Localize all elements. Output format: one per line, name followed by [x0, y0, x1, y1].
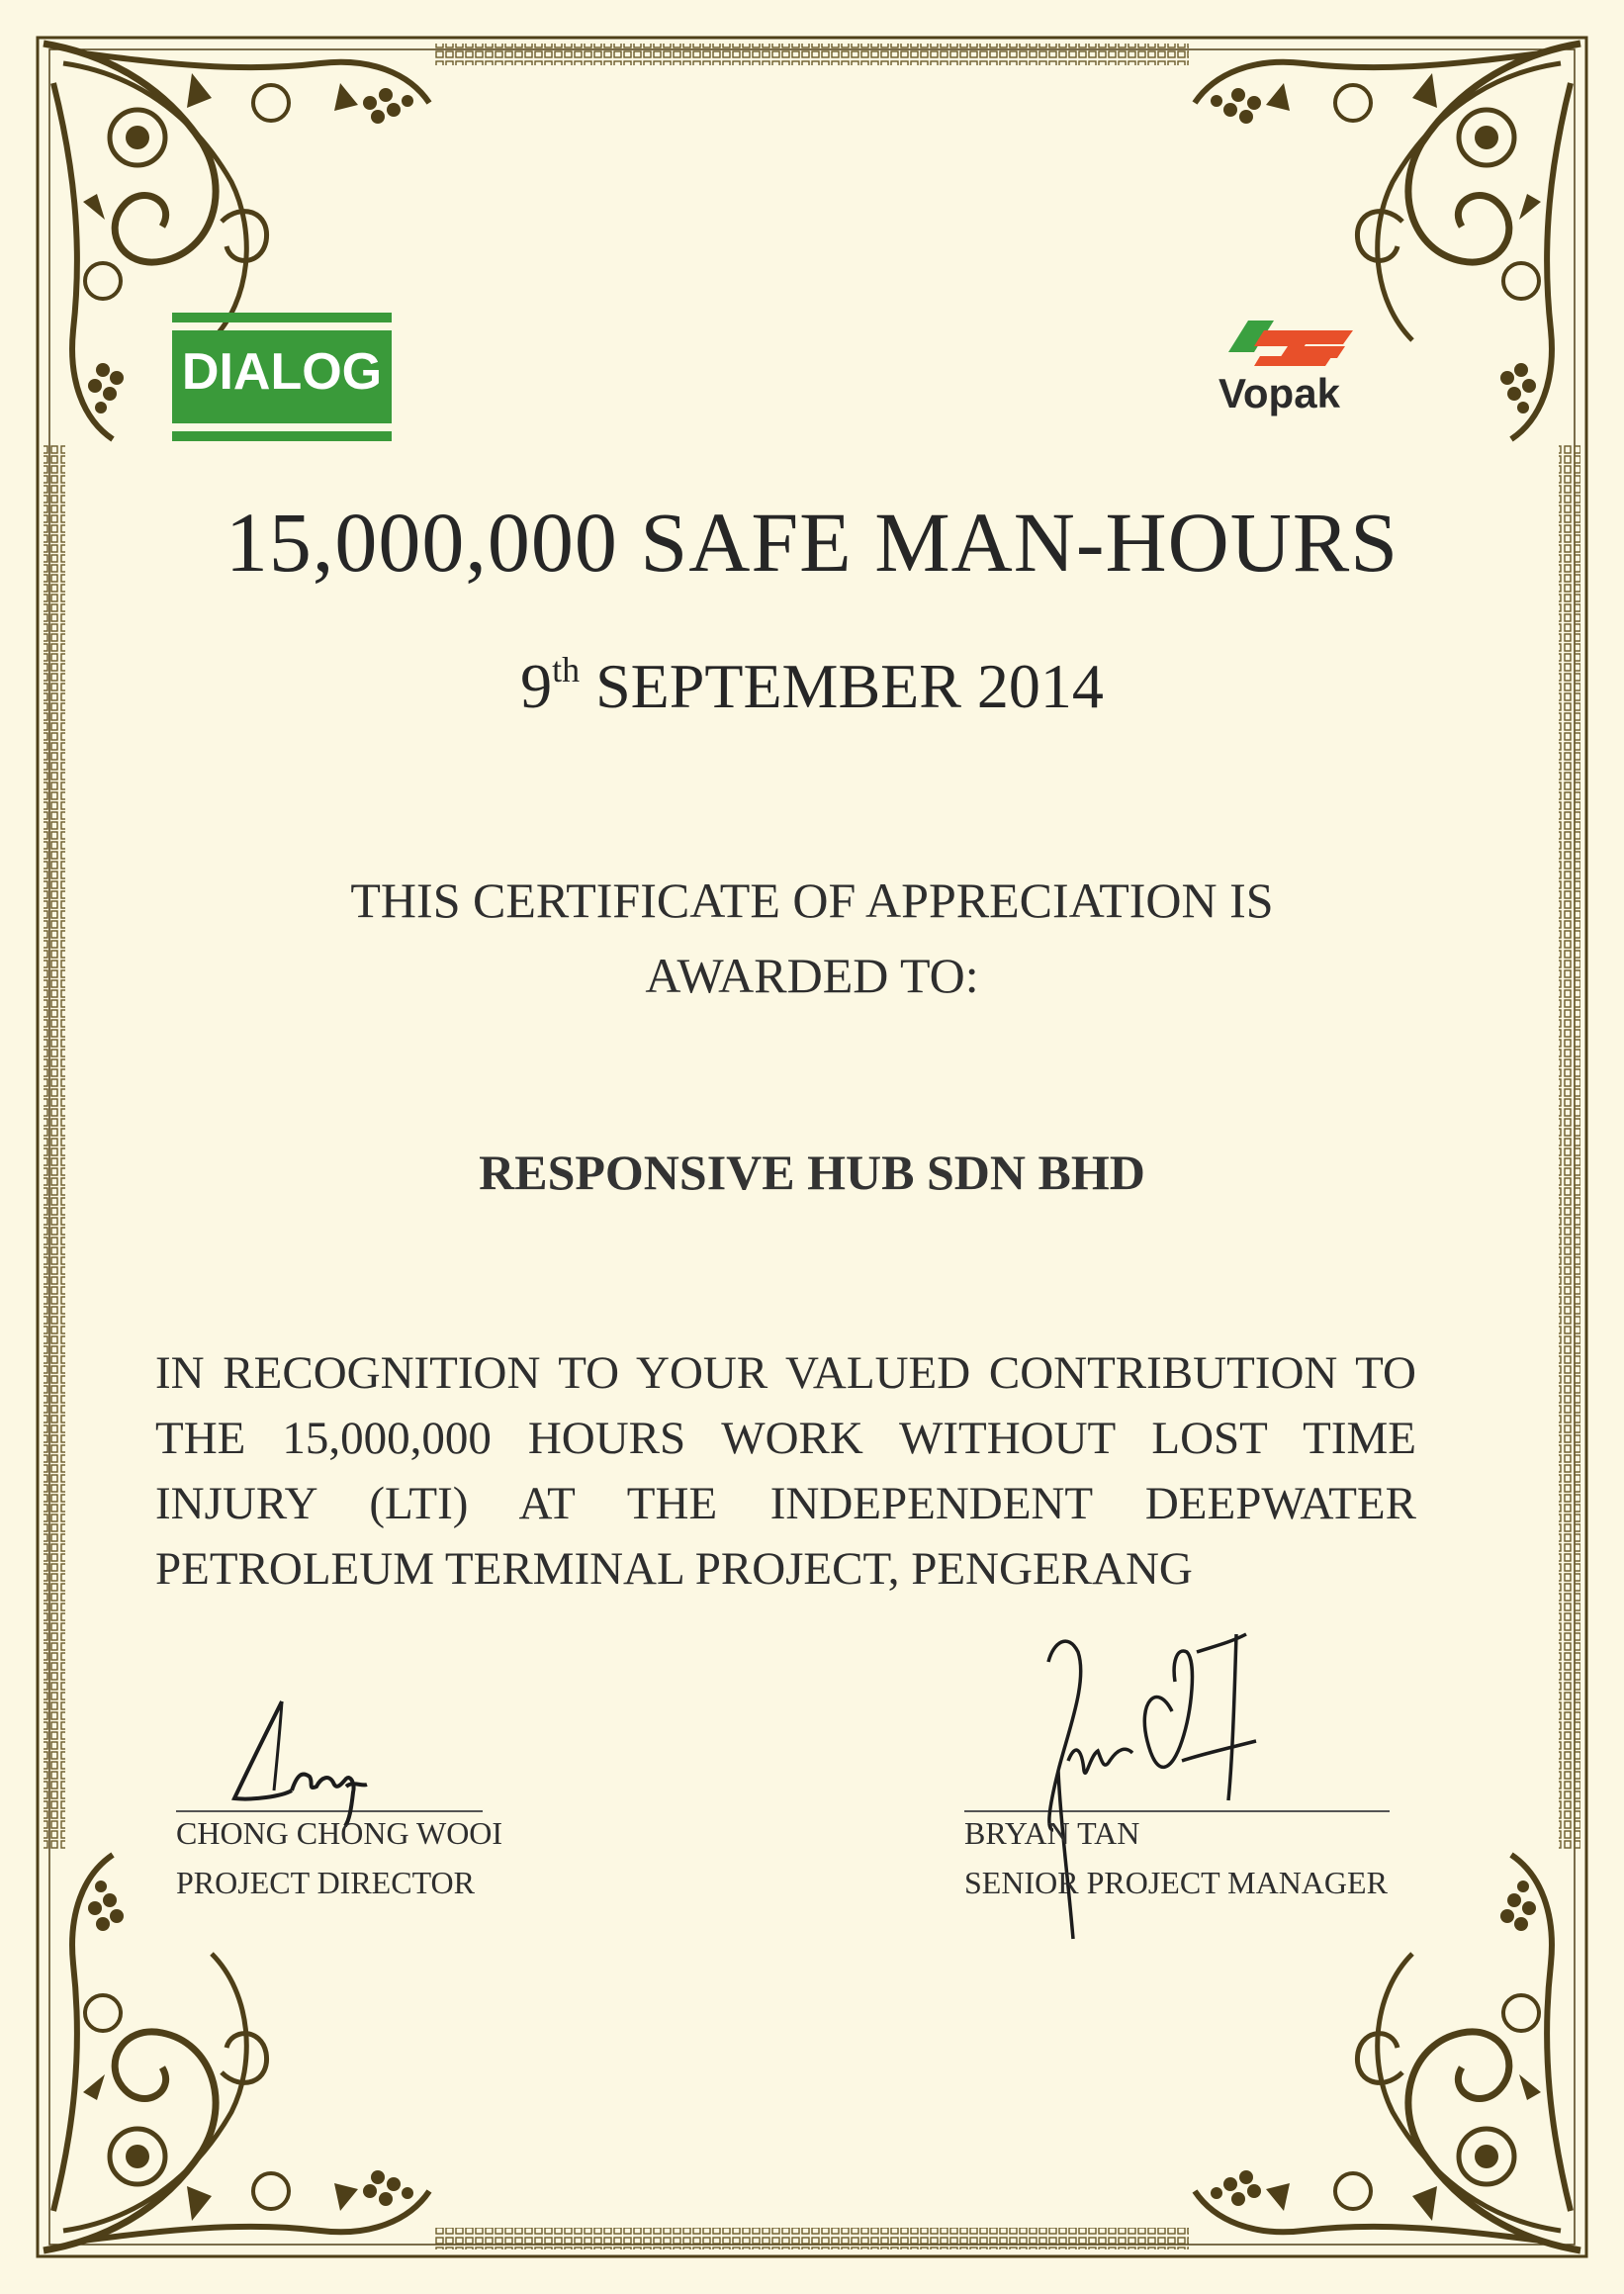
- certificate-title: 15,000,000 SAFE MAN-HOURS: [225, 495, 1399, 590]
- dialog-logo-text: DIALOG: [181, 343, 383, 401]
- signatory-right-title: SENIOR PROJECT MANAGER: [964, 1865, 1388, 1900]
- certificate-date: [0, 650, 1624, 723]
- certificate-intro: [0, 863, 1624, 1013]
- date-suffix: th: [552, 649, 581, 689]
- signatory-left: [176, 1808, 502, 1907]
- awardee-name: RESPONSIVE HUB SDN BHD: [479, 1145, 1145, 1200]
- signatory-right: [964, 1808, 1388, 1907]
- signatory-right-name: BRYAN TAN: [964, 1815, 1140, 1851]
- date-month-year: SEPTEMBER 2014: [580, 651, 1104, 721]
- recognition-text: IN RECOGNITION TO YOUR VALUED CONTRIBUTION TO THE 15,000,000 HOURS WORK WITHOUT LOST TIME INJURY (LTI) AT THE INDEPENDENT DEEPWATER PETROLEUM TERMINAL PROJECT, PENGERANG: [155, 1347, 1416, 1595]
- intro-line-2: AWARDED TO:: [645, 948, 979, 1003]
- date-day: 9: [520, 651, 553, 721]
- intro-line-1: THIS CERTIFICATE OF APPRECIATION IS: [350, 872, 1274, 928]
- vopak-logo-text: Vopak: [1218, 370, 1340, 416]
- signatory-left-title: PROJECT DIRECTOR: [176, 1865, 475, 1900]
- signatory-left-name: CHONG CHONG WOOI: [176, 1815, 503, 1851]
